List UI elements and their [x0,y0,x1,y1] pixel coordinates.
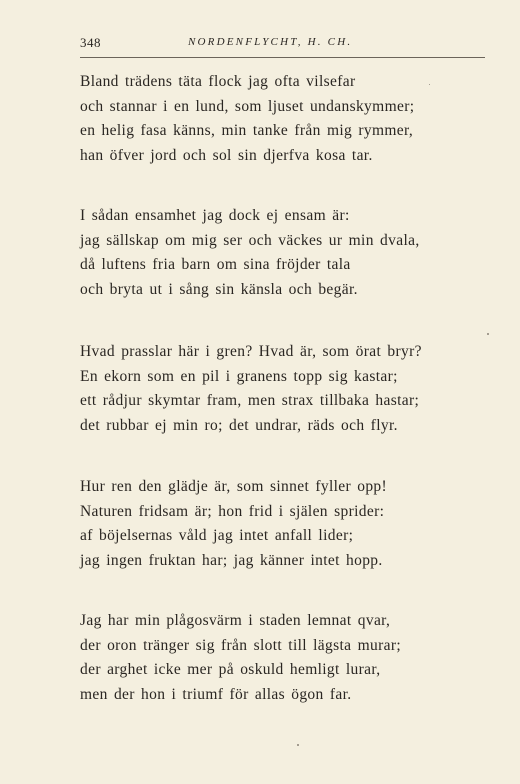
verse-line: han öfver jord och sol sin djerfva kosa tar. [80,146,373,164]
verse-line: der oron tränger sig från slott till lägsta murar; [80,636,402,654]
page-header [80,35,485,55]
verse-line: Hvad prasslar här i gren? Hvad är, som örat bryr? [80,343,422,360]
verse-line: Hur ren den glädje är, som sinnet fyller opp! [80,478,388,495]
paper-speck [297,744,299,746]
verse-line: Naturen fridsam är; hon frid i själen sprider: [80,502,385,520]
verse-line: Jag har min plågosvärm i staden lemnat qvar, [80,612,391,629]
verse-line: jag ingen fruktan har; jag känner intet hopp. [80,551,383,569]
header-rule [80,57,485,58]
verse-line: jag sällskap om mig ser och väckes ur min dvala, [80,231,420,249]
verse-line: af böjelsernas våld jag intet anfall lider; [80,527,354,544]
paper-speck [429,84,430,85]
stanza-4 [80,475,500,573]
verse-line: ett rådjur skymtar fram, men strax tillbaka hastar; [80,392,420,409]
verse-line: och bryta ut i sång sin känsla och begär. [80,280,358,298]
verse-line: det rubbar ej min ro; det undrar, räds och flyr. [80,416,398,434]
paper-speck [487,333,489,335]
verse-line: I sådan ensamhet jag dock ej ensam är: [80,207,350,224]
stanza-2 [80,204,500,302]
stanza-1 [80,70,500,168]
running-head: NORDENFLYCHT, H. CH. [188,36,353,48]
stanza-3 [80,340,500,438]
verse-line: och stannar i en lund, som ljuset undanskymmer; [80,97,415,115]
page-number: 348 [80,35,101,50]
verse-line: då luftens fria barn om sina fröjder tala [80,256,351,273]
verse-line: der arghet icke mer på oskuld hemligt lurar, [80,661,381,678]
verse-line: en helig fasa känns, min tanke från mig rymmer, [80,122,414,139]
verse-line: En ekorn som en pil i granens topp sig kastar; [80,367,398,385]
stanza-5 [80,609,500,707]
verse-line: men der hon i triumf för allas ögon far. [80,685,352,703]
verse-line: Bland trädens täta flock jag ofta vilsefar [80,73,356,90]
